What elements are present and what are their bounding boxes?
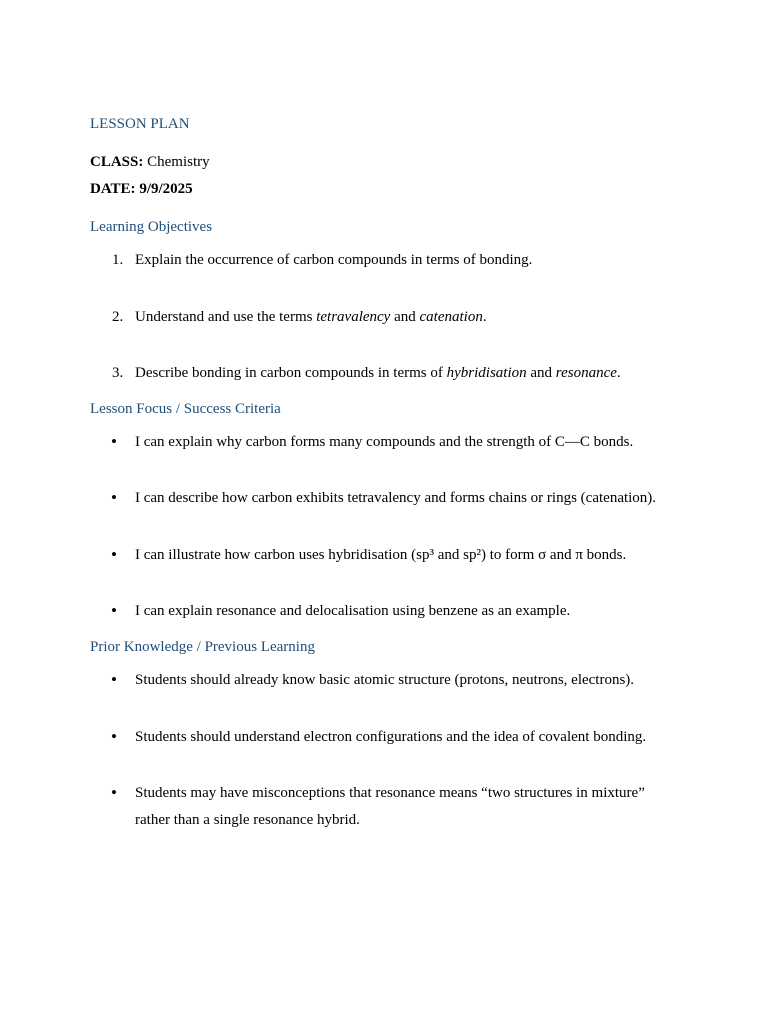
bullet-icon: •: [111, 601, 117, 620]
bullet-icon: •: [111, 432, 117, 451]
objective-text: Describe bonding in carbon compounds in terms of hybridisation and resonance.: [135, 365, 621, 381]
bullet-icon: •: [111, 783, 117, 802]
success-criteria-text: I can explain resonance and delocalisation using benzene as an example.: [135, 603, 571, 619]
bullet-icon: •: [111, 488, 117, 507]
success-criteria-text: I can describe how carbon exhibits tetravalency and forms chains or rings (catenation).: [135, 490, 657, 506]
objective-text: Explain the occurrence of carbon compounds in terms of bonding.: [135, 252, 533, 268]
bullet-icon: •: [111, 545, 117, 564]
prior-knowledge-text: Students may have misconceptions that resonance means “two structures in mixture” rather than a single resonance hybrid.: [135, 785, 645, 828]
class-value: Chemistry: [147, 154, 210, 170]
class-line: [90, 154, 210, 171]
objective-number: 2.: [112, 309, 124, 325]
date-value: 9/9/2025: [139, 181, 193, 197]
term-hybridisation: hybridisation: [446, 365, 527, 381]
term-tetravalency: tetravalency: [316, 309, 391, 325]
date-label: DATE:: [90, 181, 136, 197]
term-catenation: catenation: [419, 309, 483, 325]
bullet-icon: •: [111, 727, 117, 746]
term-resonance: resonance: [555, 365, 617, 381]
success-criteria-text: I can illustrate how carbon uses hybridisation (sp³ and sp²) to form σ and π bonds.: [135, 547, 627, 563]
objectives-heading: Learning Objectives: [90, 219, 213, 235]
prior-knowledge-text: Students should understand electron configurations and the idea of covalent bonding.: [135, 729, 647, 745]
objective-number: 1.: [112, 252, 124, 268]
success-criteria-heading: Lesson Focus / Success Criteria: [90, 401, 281, 417]
document-title: LESSON PLAN: [90, 116, 190, 132]
objective-number: 3.: [112, 365, 124, 381]
document-page: [90, 0, 710, 1024]
prior-knowledge-text: Students should already know basic atomic structure (protons, neutrons, electrons).: [135, 672, 635, 688]
bullet-icon: •: [111, 670, 117, 689]
objective-text: Understand and use the terms tetravalency and catenation.: [135, 309, 487, 325]
success-criteria-text: I can explain why carbon forms many compounds and the strength of C—C bonds.: [135, 434, 634, 450]
class-label: CLASS:: [90, 154, 144, 170]
prior-knowledge-heading: Prior Knowledge / Previous Learning: [90, 639, 315, 655]
date-line: [90, 181, 193, 198]
